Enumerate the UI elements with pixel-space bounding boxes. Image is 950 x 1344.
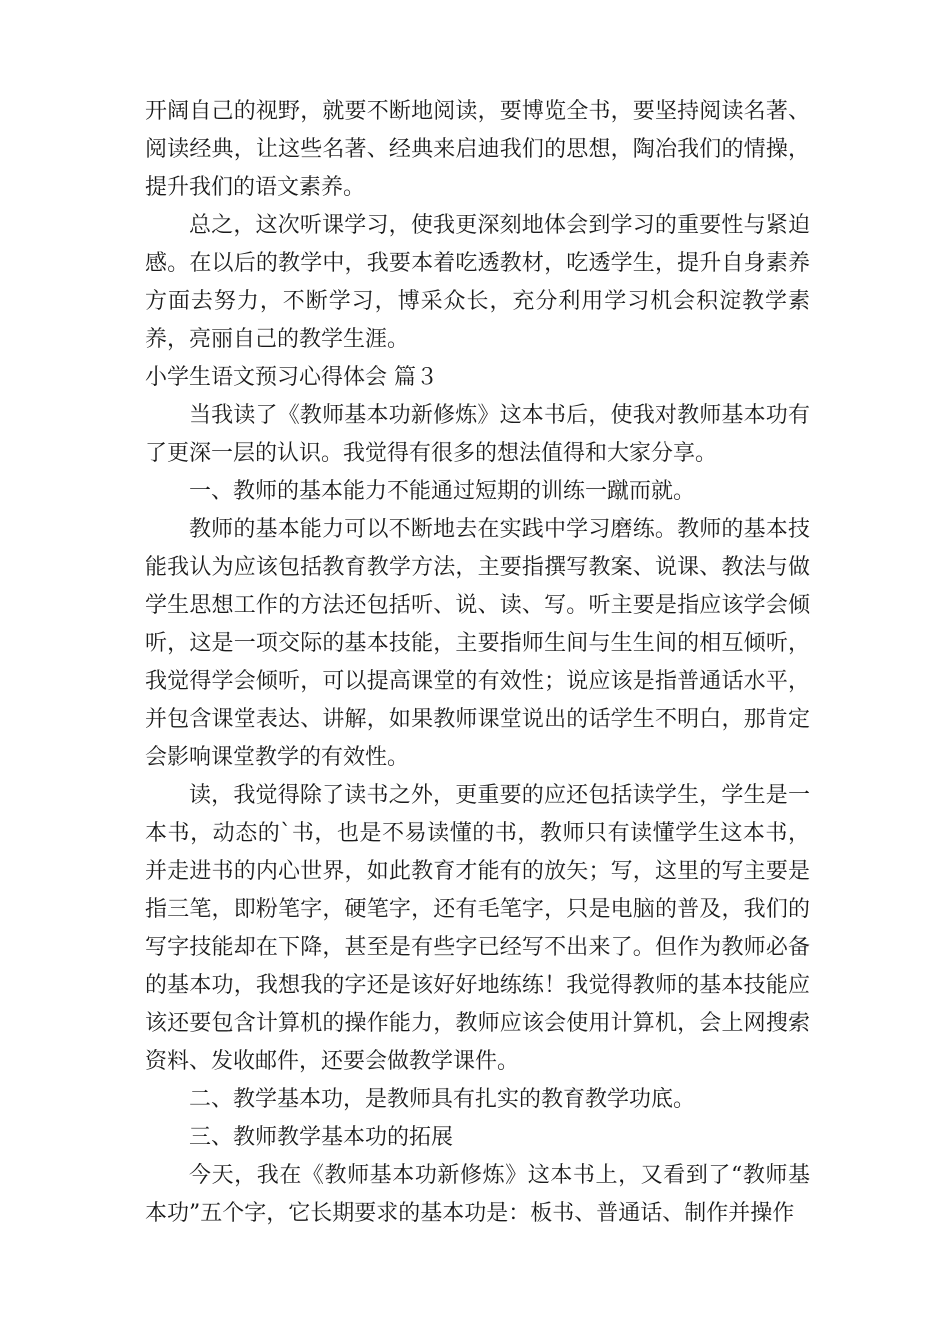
body-paragraph: 教师的基本能力可以不断地去在实践中学习磨练。教师的基本技能我认为应该包括教育教学方法，主要指撰写教案、说课、教法与做学生思想工作的方法还包括听、说、读、写。听主要是指应该学会倾听，这是一项交际的基本技能，主要指师生间与生生间的相互倾听，我觉得学会倾听，可以提高课堂的有效性；说应该是指普通话水平，并包含课堂表达、讲解，如果教师课堂说出的话学生不明白，那肯定会影响课堂教学的有效性。 — [145, 517, 810, 770]
list-heading: 三、教师教学基本功的拓展 — [189, 1125, 454, 1150]
body-paragraph: 总之，这次听课学习，使我更深刻地体会到学习的重要性与紧迫感。在以后的教学中，我要本着吃透教材，吃透学生，提升自身素养方面去努力，不断学习，博采众长，充分利用学习机会积淀教学素养，亮丽自己的教学生涯。 — [145, 213, 810, 352]
body-paragraph: 读，我觉得除了读书之外，更重要的应还包括读学生，学生是一本书，动态的`书，也是不易读懂的书，教师只有读懂学生这本书，并走进书的内心世界，如此教育才能有的放矢；写，这里的写主要是指三笔，即粉笔字，硬笔字，还有毛笔字，只是电脑的普及，我们的写字技能却在下降，甚至是有些字已经写不出来了。但作为教师必备的基本功，我想我的字还是该好好地练练！我觉得教师的基本技能应该还要包含计算机的操作能力，教师应该会使用计算机，会上网搜索资料、发收邮件，还要会做教学课件。 — [145, 783, 810, 1074]
document-page — [145, 93, 810, 1233]
body-paragraph: 当我读了《教师基本功新修炼》这本书后，使我对教师基本功有了更深一层的认识。我觉得有很多的想法值得和大家分享。 — [145, 403, 810, 466]
section-title: 小学生语文预习心得体会 篇３ — [145, 365, 438, 390]
body-paragraph: 开阔自己的视野，就要不断地阅读，要博览全书，要坚持阅读名著、阅读经典，让这些名著、经典来启迪我们的思想，陶冶我们的情操，提升我们的语文素养。 — [145, 99, 810, 200]
list-heading: 二、教学基本功，是教师具有扎实的教育教学功底。 — [189, 1087, 696, 1112]
body-paragraph: 今天，我在《教师基本功新修炼》这本书上，又看到了“教师基本功”五个字，它长期要求的基本功是：板书、普通话、制作并操作 — [145, 1163, 810, 1226]
list-heading: 一、教师的基本能力不能通过短期的训练一蹴而就。 — [189, 479, 696, 504]
